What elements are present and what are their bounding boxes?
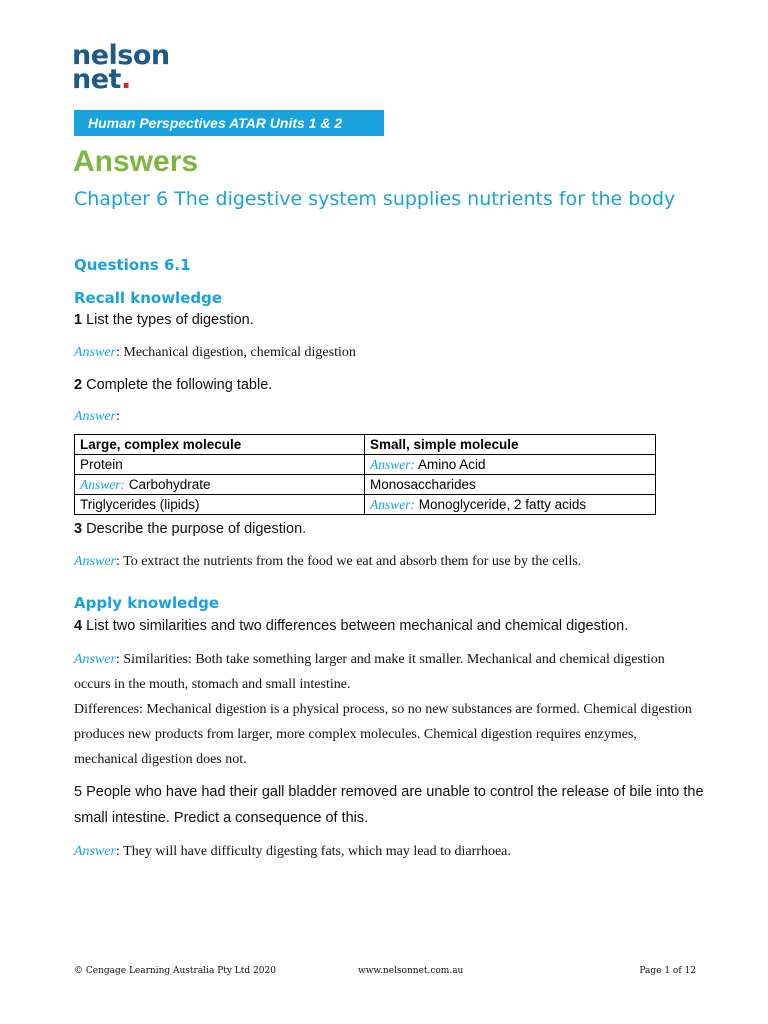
answer-label: Answer: [74, 345, 116, 360]
answer-text: : Mechanical digestion, chemical digestion: [116, 345, 356, 360]
answer-label: Answer:: [80, 476, 125, 492]
cell-text: Protein: [80, 456, 123, 472]
footer-page-number: Page 1 of 12: [639, 966, 696, 976]
answer-paragraph: [74, 647, 694, 697]
recall-heading: Recall knowledge: [74, 289, 223, 307]
question-1: [74, 310, 714, 330]
logo-line-2: net: [72, 64, 121, 95]
cell-text: Triglycerides (lipids): [80, 496, 200, 512]
table-row: [75, 495, 656, 515]
nelsonnet-logo: [72, 40, 170, 95]
question-5: 5 People who have had their gall bladder removed are unable to control the release of bile into the small intestine. Predict a consequence of this.: [74, 784, 704, 826]
answer-text: : Similarities: Both take something larger and make it smaller. Mechanical and chemical digestion occurs in the mouth, stomach and small intestine.: [74, 652, 665, 692]
chapter-title: Chapter 6 The digestive system supplies nutrients for the body: [74, 188, 676, 210]
question-text: List two similarities and two differences between mechanical and chemical digestion.: [82, 618, 629, 634]
table-row: [75, 455, 656, 475]
table-header-cell: Large, complex molecule: [75, 435, 365, 455]
answer-paragraph: Differences: Mechanical digestion is a physical process, so no new substances are formed. Chemical digestion produces new products from larger, more complex molecules. Chemical digestion requires enzymes, mechanical digestion does not.: [74, 702, 692, 767]
table-row: [75, 475, 656, 495]
table-cell: [365, 495, 656, 515]
answer-4: [74, 647, 694, 772]
cell-text: Monoglyceride, 2 fatty acids: [415, 496, 587, 512]
table-cell: [365, 475, 656, 495]
answer-5: [74, 839, 694, 864]
table-header-cell: Small, simple molecule: [365, 435, 656, 455]
table-cell: [75, 495, 365, 515]
table-cell: [75, 455, 365, 475]
question-number: 2: [74, 377, 83, 393]
logo-line-1: nelson: [72, 40, 170, 71]
page-title: Answers: [73, 145, 199, 178]
course-banner: Human Perspectives ATAR Units 1 & 2: [74, 110, 384, 136]
question-number: 4: [74, 618, 83, 634]
section-heading: Questions 6.1: [74, 256, 191, 274]
apply-heading: Apply knowledge: [74, 594, 220, 612]
question-3: [74, 519, 714, 539]
question-2: [74, 375, 714, 395]
answer-label: Answer: [74, 409, 116, 424]
answer-1: [74, 340, 694, 365]
answer-label: Answer: [74, 652, 116, 667]
question-text: List the types of digestion.: [82, 312, 254, 328]
answer-label: Answer:: [370, 496, 415, 512]
answer-label: Answer:: [370, 456, 415, 472]
answer-label: Answer: [74, 844, 116, 859]
question-text: Describe the purpose of digestion.: [82, 521, 307, 537]
logo-dot: .: [120, 64, 131, 95]
question-4: [74, 616, 714, 636]
cell-text: Amino Acid: [415, 456, 486, 472]
table-header-row: [75, 435, 656, 455]
question-text: Complete the following table.: [82, 377, 273, 393]
table-cell: [75, 475, 365, 495]
answer-2: [74, 404, 694, 429]
question-number: 3: [74, 521, 83, 537]
answer-label: Answer: [74, 554, 116, 569]
answer-text: : To extract the nutrients from the food we eat and absorb them for use by the cells.: [116, 554, 582, 569]
footer-url: www.nelsonnet.com.au: [358, 966, 464, 976]
footer-copyright: © Cengage Learning Australia Pty Ltd 2020: [74, 966, 276, 976]
question-number: 1: [74, 312, 83, 328]
cell-text: Carbohydrate: [125, 476, 211, 492]
answer-text: :: [116, 409, 120, 424]
molecule-table: [74, 434, 656, 515]
answer-3: [74, 549, 694, 574]
cell-text: Monosaccharides: [370, 476, 476, 492]
table-cell: [365, 455, 656, 475]
answer-text: : They will have difficulty digesting fats, which may lead to diarrhoea.: [116, 844, 511, 859]
